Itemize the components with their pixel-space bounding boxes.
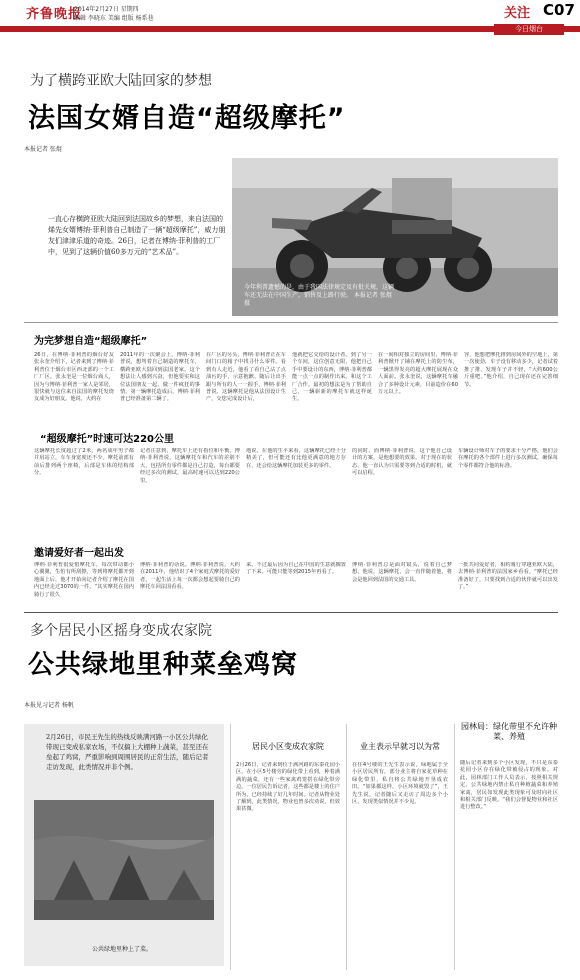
masthead-rule: [0, 26, 580, 32]
story2-headline: 公共绿地里种菜垒鸡窝: [28, 650, 299, 680]
story1-sub1-col-2: 2011年的一次聚会上，博纳·菲利普说，想驾着自己制造的摩托车，横跨亚欧大陆回到法国老家。这个想法让人感到兴奋，但他要实和这位法国朋友一起，做一件疯狂的事情，第一辆摩托造成后，博纳·菲利普已经准备第二辆了。: [120, 352, 200, 403]
story1-photo: [232, 158, 558, 316]
issue-date: 2014年2月27日 星期四: [74, 6, 139, 13]
column-rule: [230, 724, 231, 970]
story1-kicker: 为了横跨亚欧大陆回家的梦想: [30, 73, 212, 89]
column-rule: [346, 724, 347, 970]
story1-sub1-col-6: 容，他想把摩托推到房间外的空地上，第一次使劲，车子没有移动多少，记者试着推了推，发现车子并不轻。“大约600公斤重吧。”他介绍，自己现在还在完善细节。: [464, 352, 558, 388]
story1-sub1-col-1: 26日，在博纳·菲利普的烟台好友张永奎介绍下，记者来到了博纳·菲利普位于烟台市区西北部的一个工厂厂区。张永奎是一位烟台商人，因为与博纳·菲利普一家人是邻居，很快就与这位来自法国的摩托发烧友成为好朋友。他说，大约在: [34, 352, 114, 403]
editor-credits: 编辑 李晓东 美编 组版 杨系巷: [74, 15, 154, 22]
story1-headline: 法国女婿自造“超级摩托”: [28, 103, 346, 134]
story2-kicker: 多个居民小区摇身变成农家院: [30, 623, 212, 639]
story2-sub3-text: 随后记者来到多个小区发现，不只是东泰花园小区存在绿化带被侵占的现象。对此，园林部门工作人员表示，按照相关规定，公共绿地内禁止私自种植蔬菜和养殖家禽，居民如发现此类现象可及时向社区和相关部门反映。“我们会督促物业和社区进行整改。”: [460, 760, 558, 811]
section-name: 关注: [504, 6, 531, 21]
masthead: [0, 0, 580, 36]
story1-sub2-col-5: 车辆设计师对车子的要求十分严格，他们会在摩托的各个部件上进行多次测试，确保每个零件都符合他的标准。: [458, 448, 558, 469]
story2-subhead-3: 园林局：绿化带里不允许种菜、养殖: [461, 722, 557, 741]
story1-photo-caption: 今年利普遗憾的是，由于我国法律规定及有批关规，这辆车还无法在中国生产，销售及上路行驶。 本报记者 张焜 摄: [244, 284, 395, 307]
newspaper-logo: 齐鲁晚报: [26, 7, 83, 22]
story2-byline: 本报见习记者 杨帆: [24, 702, 74, 709]
story1-subhead-2: “超级摩托”时速可达220公里: [40, 434, 175, 445]
story1-sub3-col-2: 博纳·菲利普的话说。博纳·菲利普说，大约在2011年，他结识了4个家庭式摩托的爱好者，一起生活上每一次都会想起要骑自己的摩托车回法国看看。: [140, 562, 240, 591]
story1-sub2-col-2: 记者注意到，摩托车上还有指位和平衡，博纳·菲利普说，这辆摩托车和汽车的差别不大，包括所有零件都是自己打造，每台都要经过多次的测试，最高时速可以达到220公里。: [140, 448, 240, 484]
story1-sub2-col-3: 地说，在他的生平来看，这辆摩托已经十分精美了，但可能还有比他更满意的地方存在，还会给这辆摩托加装更多的零件。: [246, 448, 346, 469]
divider: [24, 322, 558, 323]
story2-lead: 2月26日，市民王先生的热线反映满河路一小区公共绿化带现已变成私家农场，不仅搞上大棚种上蔬菜，甚至还在垒起了鸡窝，严重影响到周围居民的正常生活，随后记者走访发现，此类情况并非个例。: [46, 733, 209, 771]
story2-photo: [34, 800, 214, 920]
story2-sub2-text: 在住4号楼的王先生表示说，绿地属于全小区居民所有，部分业主将自家花草种在绿化带里，私自将公共绿地开垦成农田。“如果都这样，小区环境就毁了”，王先生说。记者随后又走访了周边多个小区，发现类似情况并不少见。: [352, 762, 448, 806]
story1-sub1-col-4: 他就把它交给的设计者。到了另一个车间，这位创意无限，他把自己手中要设计的东西，博纳·菲利普都能一点一点的制作出来。和这个工厂合作。最初的想法是为了帮助自己，一辆崭新的摩托车就这样诞生。: [292, 352, 372, 403]
story2-subhead-1: 居民小区变成农家院: [252, 742, 324, 751]
story2-photo-caption: 公共绿地里种上了菜。: [92, 946, 153, 953]
story1-sub2-col-4: 的同时，而博纳·菲利普说，这个他自己设计的方案，是他想要的效果。对于现在的状态，他一直认为只需要等到合适的时机，就可以启程。: [352, 448, 452, 477]
story1-sub1-col-5: 在一间相对独立的房间里，博纳·菲利普掀开了铺在摩托上的防尘布，一辆黑得发亮的超大摩托展现在众人面前。张永奎说，这辆摩托车融合了多种设计元素，目前造价在60万元以上。: [378, 352, 458, 396]
story1-lead: 一直心存横跨亚欧大陆回到法国故乡的梦想，来自法国的烯先女婿博纳·菲利普自己制造了一辆“超级摩托”，威力朋友们津津乐道的奇迹。26日，记者在博纳·菲利普的工厂中，见到了这辆价值60多万元的“艺术品”。: [48, 215, 226, 256]
story1-sub3-col-4: 博纳·菲利普总是面对镜头，说着自己梦想，他说，这辆摩托，会一直伴随着他，将会是他回到法国的交通工具。: [352, 562, 452, 583]
page-number: C07: [543, 1, 575, 19]
story1-sub3-col-1: 博纳·菲利普很爱惜摩托车，每次带动都小心翼翼，生怕有所刮擦，等到将摩托都开到地面上后，他才开始向记者介绍了摩托在国内已经走过3070的一件，“其实摩托在国内骑行了很久: [34, 562, 134, 598]
story1-subhead-1: 为完梦想自造“超级摩托”: [34, 336, 148, 347]
story-divider: [24, 612, 558, 613]
story2-subhead-2: 业主表示早就习以为常: [360, 742, 440, 751]
garden-photo-icon: [34, 800, 214, 920]
story2-sub1-text: 2月26日，记者来到位于满河路的东泰花园小区，在小区5号楼旁的绿化带上看到，种着满满的蔬菜，还有一些家禽鸡笼搭在绿化带旁边。一位居民告诉记者，这些都是楼上的住户所为，已经持续了好几年时间。记者从物业处了解到，此类情况，物业也曾多次劝说，但效果甚微。: [236, 762, 340, 813]
story1-sub1-col-3: 在厂区的另头，博纳·菲利普正在车间门口的箱子中找寻什么零件。看到有人走近，他看了看自己沾了点油污的手，示意抱歉，随后让出手跟与所有的人一一握手，博纳·菲利普说，这辆摩托是他从法国设计生产，交您完成设计后，: [206, 352, 286, 403]
column-rule: [454, 724, 455, 970]
story1-subhead-3: 邀请爱好者一起出发: [34, 548, 124, 559]
story1-sub2-col-1: 这辆摩托长度超过了2米，两名成年男子都并肩站立，车车身宽度还不少。摩托前部有前后排列两个座椅，后部是车体的结构部分。: [34, 448, 134, 477]
story1-byline: 本报记者 张焜: [24, 146, 62, 153]
story1-sub3-col-5: 一批共同爱好者，相约骑行穿越亚欧大陆，去博纳·菲利普的法国家乡看看。“摩托已经准备好了，只要找到合适的伙伴就可以出发了。”: [458, 562, 558, 591]
story1-sub3-col-3: 来，不过最后因为自己在中国的生意就搁置了下来。可能只能等到2015年再看了。: [246, 562, 346, 576]
section-tag: 今日烟台: [494, 24, 564, 35]
